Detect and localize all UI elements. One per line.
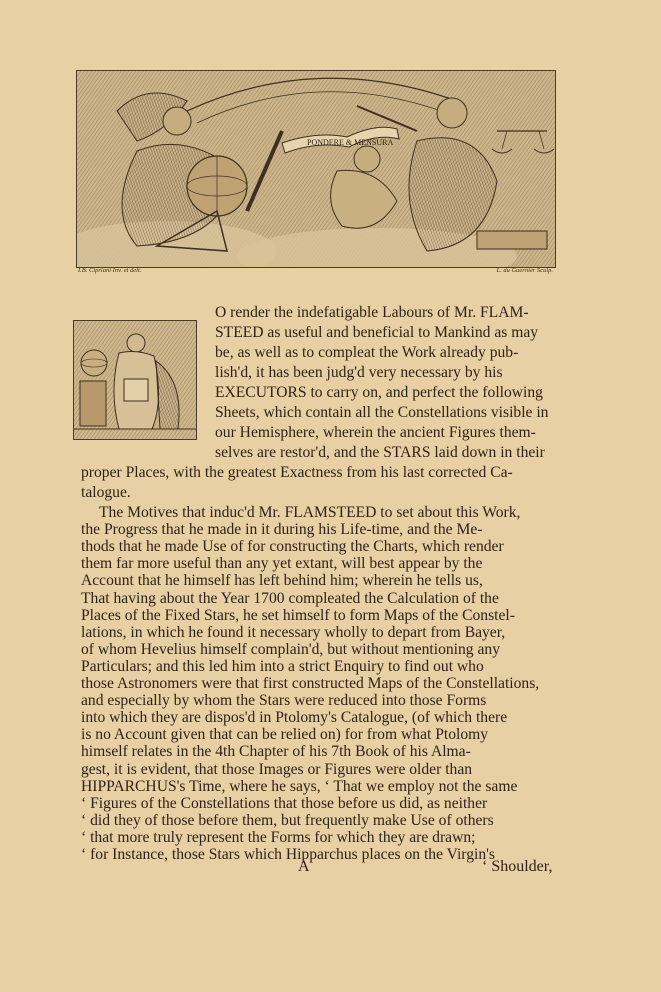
text-line: lations, in which he found it necessary wholly to depart from Bayer,: [81, 623, 506, 641]
text-line: That having about the Year 1700 compleated the Calculation of the: [81, 589, 499, 607]
text-line: lish'd, it has been judg'd very necessary by his: [215, 364, 503, 381]
text-line: thods that he made Use of for constructing the Charts, which render: [81, 538, 504, 556]
text-line: those Astronomers were that first constructed Maps of the Constellations,: [81, 675, 540, 692]
engraving-credit-left: I.B. Cipriani Inv. et delt.: [78, 267, 142, 274]
catchword: ‘ Shoulder,: [482, 858, 553, 875]
text-line: and especially by whom the Stars were reduced into those Forms: [81, 692, 487, 710]
text-line: gest, it is evident, that those Images or Figures were older than: [81, 760, 473, 778]
engraving-illustration: [77, 71, 555, 267]
signature-mark: A: [298, 858, 310, 875]
text-line: the Progress that he made in it during his Life-time, and the Me-: [81, 521, 483, 539]
text-line: HIPPARCHUS's Time, where he says, ‘ That we employ not the same: [81, 777, 518, 795]
text-line: O render the indefatigable Labours of Mr. FLAM-: [215, 304, 529, 321]
text-line: ‘ for Instance, those Stars which Hipparchus places on the Virgin's: [81, 846, 496, 863]
text-line: ‘ did they of those before them, but frequently make Use of others: [81, 811, 494, 829]
text-line: talogue.: [81, 484, 131, 501]
engraving-credit-right: L. du Guernier Sculp.: [496, 267, 553, 274]
text-line: EXECUTORS to carry on, and perfect the following: [215, 384, 543, 401]
text-line: STEED as useful and beneficial to Mankind as may: [215, 324, 539, 341]
text-line: Account that he himself has left behind him; wherein he tells us,: [81, 572, 483, 590]
text-line: of whom Hevelius himself complain'd, but without mentioning any: [81, 640, 501, 658]
engraving-banner: PONDERE & MENSURA: [307, 138, 394, 147]
text-line: himself relates in the 4th Chapter of his 7th Book of his Alma-: [81, 743, 471, 761]
text-line: be, as well as to compleat the Work already pub-: [215, 344, 519, 361]
header-engraving: [76, 70, 556, 268]
text-line: our Hemisphere, wherein the ancient Figures them-: [215, 424, 536, 441]
text-line: into which they are dispos'd in Ptolomy's Catalogue, (of which there: [81, 709, 508, 727]
text-line: is no Account given that can be relied on) for from what Ptolomy: [81, 726, 489, 744]
vignette-illustration: [74, 321, 196, 439]
text-line: proper Places, with the greatest Exactness from his last corrected Ca-: [81, 464, 513, 481]
text-line: them far more useful than any yet extant, will best appear by the: [81, 555, 483, 573]
initial-vignette: [73, 320, 197, 440]
text-line: Places of the Fixed Stars, he set himself to form Maps of the Constel-: [81, 606, 515, 624]
text-line: Sheets, which contain all the Constellations visible in: [215, 404, 549, 421]
text-line: The Motives that induc'd Mr. FLAMSTEED to set about this Work,: [99, 504, 521, 521]
text-line: selves are restor'd, and the STARS laid down in their: [215, 444, 545, 461]
text-line: ‘ Figures of the Constellations that those before us did, as neither: [81, 794, 488, 812]
text-line: Particulars; and this led him into a strict Enquiry to find out who: [81, 657, 484, 675]
text-line: ‘ that more truly represent the Forms for which they are drawn;: [81, 828, 476, 846]
